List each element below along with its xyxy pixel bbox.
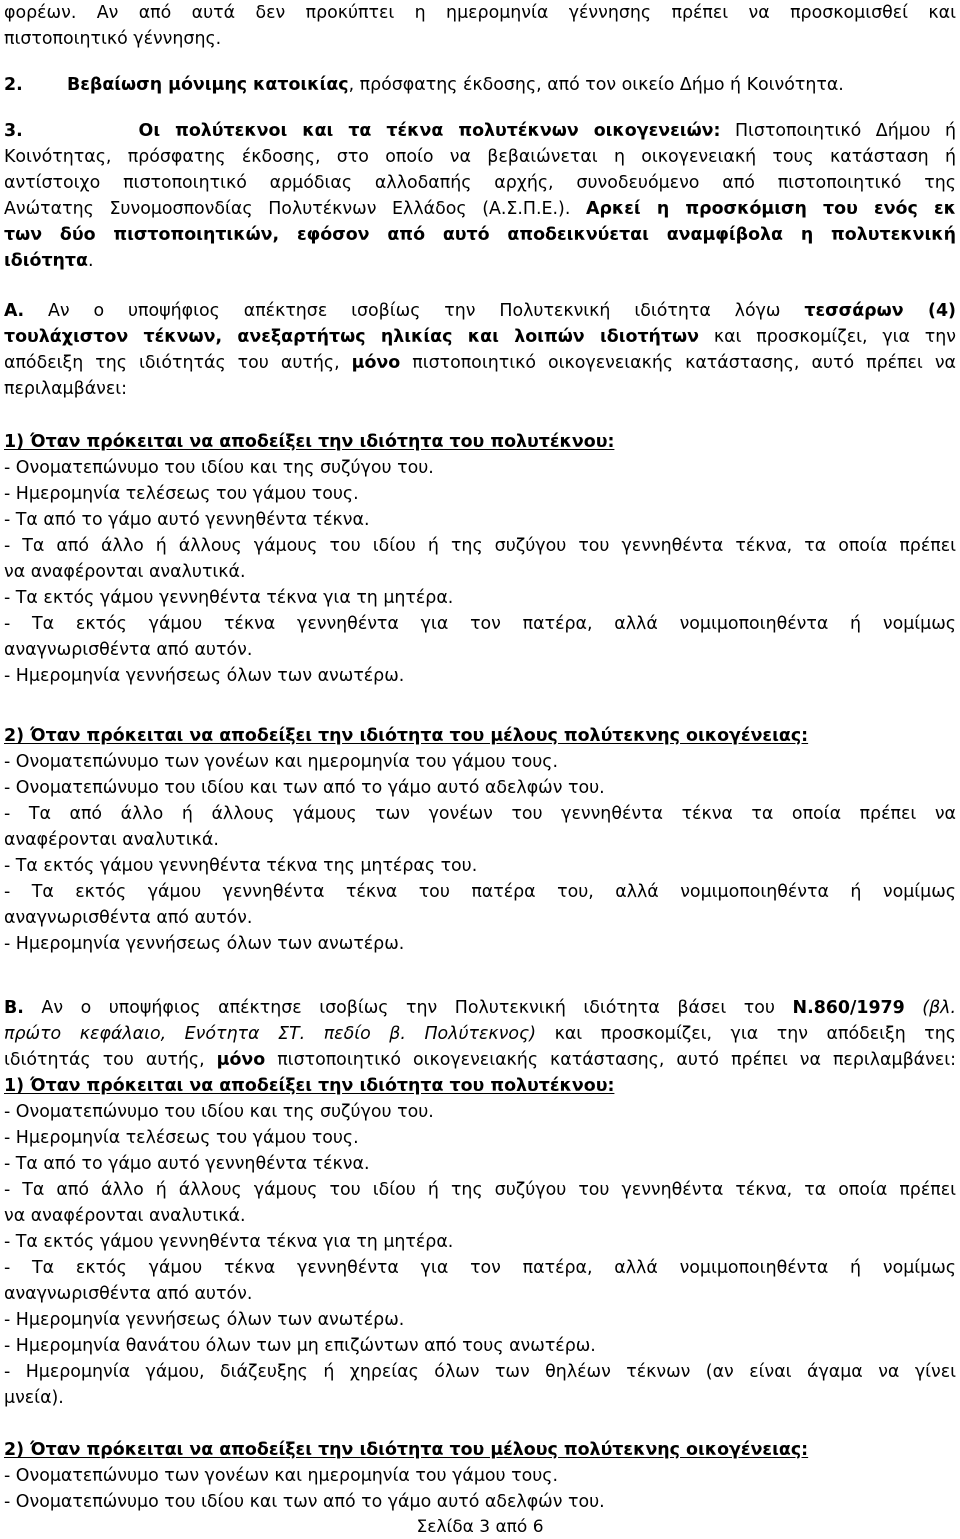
- bold-span: τουλάχιστον τέκνων, ανεξαρτήτως ηλικίας και λοιπών ιδιοτήτων: [4, 327, 699, 347]
- list-item: - Ονοματεπώνυμο του ιδίου και της συζύγου του.: [4, 1102, 434, 1122]
- list-item: - Τα εκτός γάμου τέκνα γεννηθέντα για τον πατέρα, αλλά νομιμοποιηθέντα ή νομίμως: [4, 614, 956, 634]
- list-item: - Τα εκτός γάμου γεννηθέντα τέκνα για τη μητέρα.: [4, 588, 454, 608]
- list-item: - Ημερομηνία τελέσεως του γάμου τους.: [4, 1128, 359, 1148]
- item-2: [4, 72, 956, 98]
- text-span: πιστοποιητικό οικογενειακής κατάστασης, αυτό πρέπει να περιλαμβάνει:: [265, 1050, 956, 1070]
- list-item: - Ημερομηνία γεννήσεως όλων των ανωτέρω.: [4, 1310, 405, 1330]
- item-text: Πιστοποιητικό Δήμου ή: [720, 121, 956, 141]
- paragraph-line: φορέων. Αν από αυτά δεν προκύπτει η ημερομηνία γέννησης πρέπει να προσκομισθεί και: [4, 3, 956, 23]
- list-item: - Τα από άλλο ή άλλους γάμους του ιδίου ή της συζύγου του γεννηθέντα τέκνα, τα οποία πρέπει: [4, 1180, 956, 1200]
- section-a-heading-2: 2) Όταν πρόκειται να αποδείξει την ιδιότητα του μέλους πολύτεκνης οικογένειας:: [4, 726, 809, 746]
- list-item: - Τα εκτός γάμου γεννηθέντα τέκνα της μητέρας του.: [4, 856, 478, 876]
- section-letter: Α.: [4, 301, 25, 321]
- italic-span: πρώτο κεφάλαιο, Ενότητα ΣΤ. πεδίο β. Πολύτεκνος): [4, 1024, 537, 1044]
- paragraph-line: [4, 196, 956, 222]
- text-span: πιστοποιητικό οικογενειακής κατάστασης, αυτό πρέπει να: [400, 353, 956, 373]
- item-number: 2.: [4, 75, 23, 95]
- list-item: - Τα από άλλο ή άλλους γάμους των γονέων του γεννηθέντα τέκνα τα οποία πρέπει να: [4, 804, 956, 824]
- paragraph-line: [4, 248, 956, 274]
- item-text: , πρόσφατης έκδοσης, από τον οικείο Δήμο ή Κοινότητα.: [348, 75, 844, 95]
- item-3-line: [4, 118, 956, 144]
- paragraph-line: περιλαμβάνει:: [4, 379, 128, 399]
- text-span: απόδειξη της ιδιότητάς του αυτής,: [4, 353, 352, 373]
- list-item: μνεία).: [4, 1388, 64, 1408]
- list-item: - Ονοματεπώνυμο του ιδίου και της συζύγου του.: [4, 458, 434, 478]
- bold-span: τεσσάρων (4): [804, 301, 956, 321]
- paragraph-line: [4, 1047, 956, 1073]
- list-item: - Τα από άλλο ή άλλους γάμους του ιδίου ή της συζύγου του γεννηθέντα τέκνα, τα οποία πρέπει: [4, 536, 956, 556]
- page-number: Σελίδα 3 από 6: [416, 1517, 544, 1537]
- list-item: αναφέρονται αναλυτικά.: [4, 830, 219, 850]
- list-item: - Ημερομηνία τελέσεως του γάμου τους.: [4, 484, 359, 504]
- italic-span: (βλ.: [904, 998, 956, 1018]
- list-item: - Ημερομηνία γεννήσεως όλων των ανωτέρω.: [4, 934, 405, 954]
- list-item: να αναφέρονται αναλυτικά.: [4, 562, 246, 582]
- list-item: - Ονοματεπώνυμο του ιδίου και των από το γάμο αυτό αδελφών του.: [4, 778, 605, 798]
- paragraph-line: [4, 324, 956, 350]
- text-span: και προσκομίζει, για την απόδειξη της: [536, 1024, 956, 1044]
- bold-span: μόνο: [216, 1050, 266, 1070]
- bold-span: Αρκεί η προσκόμιση του ενός εκ: [585, 199, 956, 219]
- list-item: - Ημερομηνία θανάτου όλων των μη επιζώντων από τους ανωτέρω.: [4, 1336, 596, 1356]
- section-b-intro: [4, 995, 956, 1021]
- bold-span: ιδιότητα: [4, 251, 88, 271]
- list-item: - Τα εκτός γάμου γεννηθέντα τέκνα για τη μητέρα.: [4, 1232, 454, 1252]
- list-item: - Ονοματεπώνυμο των γονέων και ημερομηνία του γάμου τους.: [4, 752, 559, 772]
- paragraph-line: Κοινότητας, πρόσφατης έκδοσης, στο οποίο να βεβαιώνεται η οικογενειακή τους κατάσταση ή: [4, 147, 956, 167]
- paragraph-line: αντίστοιχο πιστοποιητικό αρμόδιας αλλοδαπής αρχής, συνοδευόμενο από πιστοποιητικό της: [4, 173, 956, 193]
- list-item: - Τα από το γάμο αυτό γεννηθέντα τέκνα.: [4, 510, 370, 530]
- text-span: .: [87, 251, 94, 271]
- item-title: Οι πολύτεκνοι και τα τέκνα πολυτέκνων οικογενειών:: [138, 121, 721, 141]
- page-footer: [0, 1517, 960, 1537]
- paragraph-line: πιστοποιητικό γέννησης.: [4, 29, 222, 49]
- text-span: Αν ο υποψήφιος απέκτησε ισοβίως την Πολυτεκνική ιδιότητα λόγω: [24, 301, 805, 321]
- bold-span: μόνο: [351, 353, 401, 373]
- paragraph-line: [4, 1021, 956, 1047]
- text-span: Ανώτατης Συνομοσπονδίας Πολυτέκνων Ελλάδος (Α.Σ.Π.Ε.).: [4, 199, 586, 219]
- section-b-heading-1: 1) Όταν πρόκειται να αποδείξει την ιδιότητα του πολυτέκνου:: [4, 1076, 615, 1096]
- list-item: - Τα εκτός γάμου γεννηθέντα τέκνα του πατέρα του, αλλά νομιμοποιηθέντα ή νομίμως: [4, 882, 956, 902]
- text-span: και προσκομίζει, για την: [699, 327, 956, 347]
- list-item: να αναφέρονται αναλυτικά.: [4, 1206, 246, 1226]
- list-item: - Τα εκτός γάμου τέκνα γεννηθέντα για τον πατέρα, αλλά νομιμοποιηθέντα ή νομίμως: [4, 1258, 956, 1278]
- list-item: - Τα από το γάμο αυτό γεννηθέντα τέκνα.: [4, 1154, 370, 1174]
- list-item: αναγνωρισθέντα από αυτόν.: [4, 1284, 253, 1304]
- list-item: αναγνωρισθέντα από αυτόν.: [4, 908, 253, 928]
- paragraph-line: [4, 350, 956, 376]
- paragraph-line: των δύο πιστοποιητικών, εφόσον από αυτό αποδεικνύεται αναμφίβολα η πολυτεκνική: [4, 225, 956, 245]
- section-a-intro: [4, 298, 956, 324]
- section-letter: Β.: [4, 998, 24, 1018]
- list-item: - Ονοματεπώνυμο του ιδίου και των από το γάμο αυτό αδελφών του.: [4, 1492, 605, 1512]
- section-a-heading-1: 1) Όταν πρόκειται να αποδείξει την ιδιότητα του πολυτέκνου:: [4, 432, 615, 452]
- item-title: Βεβαίωση μόνιμης κατοικίας: [66, 75, 349, 95]
- list-item: - Ημερομηνία γάμου, διάζευξης ή χηρείας όλων των θηλέων τέκνων (αν είναι άγαμα να γίνει: [4, 1362, 956, 1382]
- text-span: ιδιότητάς του αυτής,: [4, 1050, 217, 1070]
- item-number: 3.: [4, 121, 23, 141]
- list-item: - Ημερομηνία γεννήσεως όλων των ανωτέρω.: [4, 666, 405, 686]
- list-item: - Ονοματεπώνυμο των γονέων και ημερομηνία του γάμου τους.: [4, 1466, 559, 1486]
- section-b-heading-2: 2) Όταν πρόκειται να αποδείξει την ιδιότητα του μέλους πολύτεκνης οικογένειας:: [4, 1440, 809, 1460]
- text-span: Αν ο υποψήφιος απέκτησε ισοβίως την Πολυτεκνική ιδιότητα βάσει του: [23, 998, 793, 1018]
- bold-span: Ν.860/1979: [792, 998, 905, 1018]
- list-item: αναγνωρισθέντα από αυτόν.: [4, 640, 253, 660]
